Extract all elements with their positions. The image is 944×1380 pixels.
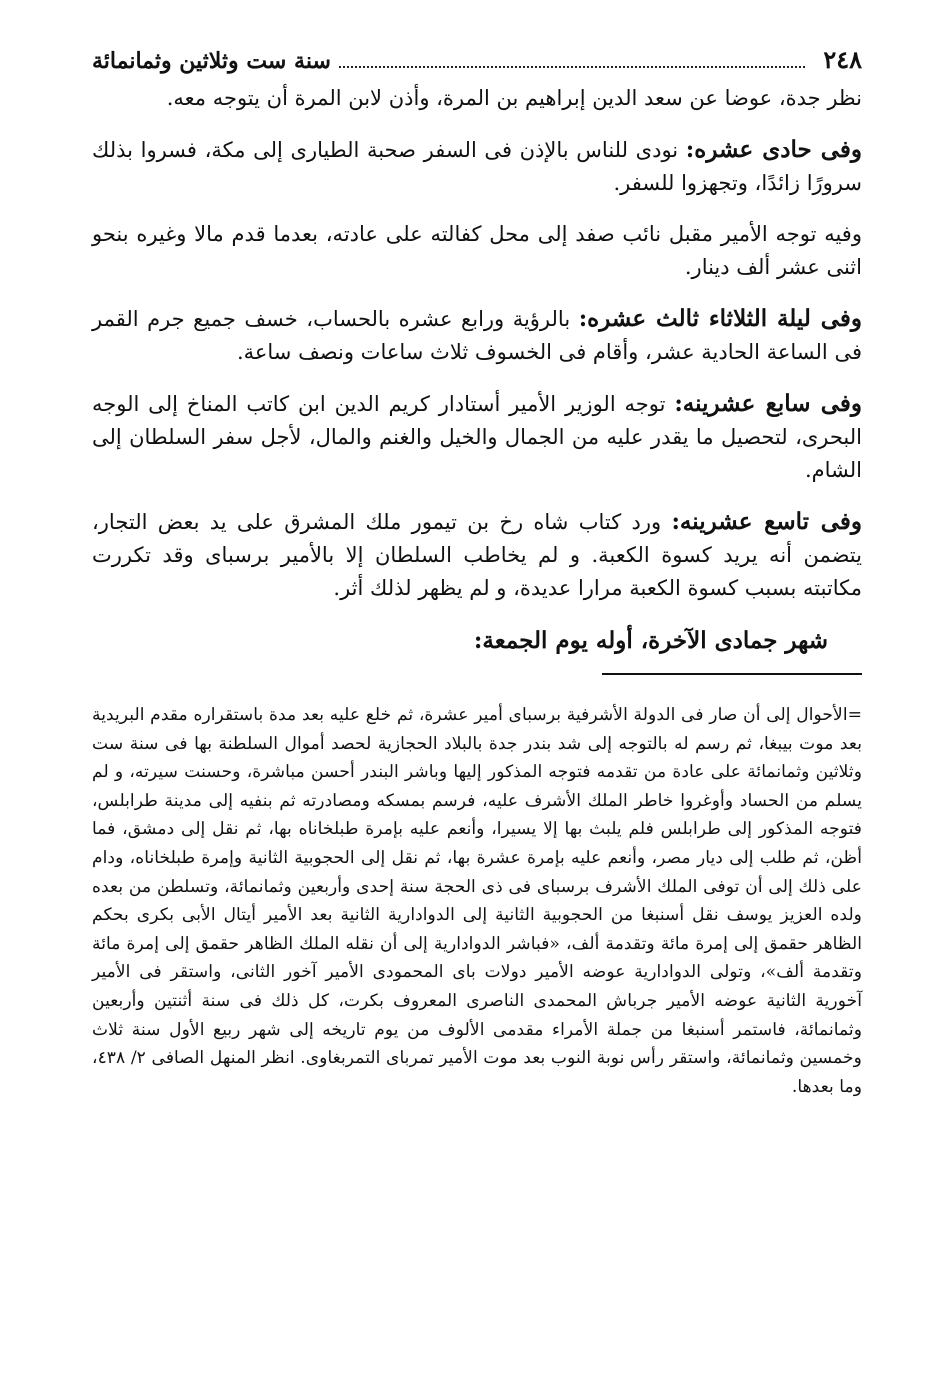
paragraph-lead: وفى حادى عشره: bbox=[685, 136, 862, 163]
running-header bbox=[92, 40, 862, 82]
paragraph bbox=[92, 302, 862, 369]
paragraph-text: بالرؤية ورابع عشره بالحساب، خسف جميع جرم القمر فى الساعة الحادية عشر، وأقام فى الخسوف ثلاث ساعات ونصف ساعة. bbox=[92, 307, 862, 364]
footnote: =الأحوال إلى أن صار فى الدولة الأشرفية برسباى أمير عشرة، ثم خلع عليه بعد مدة باستقراره مقدم البريدية بعد موت بيبغا، ثم رسم له بالتوجه إلى شد بندر جدة بالبلاد الحجازية لحصد أموال السلطنة بها فى سنة ست وثلاثين وثمانمائة على عادة من تقدمه فتوجه المذكور إليها وباشر البندر أحسن مباشرة، وحسنت سيرته، و لم يسلم من الحساد وأوغروا خاطر الملك الأشرف عليه، فرسم بمسكه ومصادرته ثم بنفيه إلى مدينة طرابلس، فتوجه المذكور إلى طرابلس فلم يلبث بها إلا يسيرا، وأنعم عليه بإمرة طبلخاناه بها، ثم نقل إلى دمشق، فما أظن، ثم طلب إلى ديار مصر، وأنعم عليه بإمرة عشرة بها، ثم نقل إلى الحجوبية الثانية وإمرة طبلخاناه، ودام على ذلك إلى أن توفى الملك الأشرف برسباى فى ذى الحجة سنة إحدى وأربعين وثمانمائة، وتسلطن من بعده ولده العزيز يوسف نقل أسنبغا من الحجوبية الثانية إلى الدوادارية الثانية بعد الأمير أيتال الأبى بكرى بحكم الظاهر حقمق إلى إمرة مائة وتقدمة ألف، «فباشر الدوادارية إلى أن نقله الملك الظاهر حقمق إلى إمرة مائة وتقدمة ألف»، وتولى الدوادارية عوضه الأمير دولات باى المحمودى الأمير آخور الثانى، واستقر فى الأمير آخورية الثانية عوضه الأمير جرباش المحمدى الناصرى المعروف بكرت، كل ذلك فى سنة أثنتين وأربعين وثمانمائة، فاستمر أسنبغا من جملة الأمراء مقدمى الألوف من يوم تاريخه إلى شهر ربيع الأول سنة ثلاث وخمسين وثمانمائة، واستقر رأس نوبة النوب بعد موت الأمير تمرباى التمربغاوى. انظر المنهل الصافى ٢/ ٤٣٨، وما بعدها. bbox=[92, 705, 862, 1097]
paragraph-text: ورد كتاب شاه رخ بن تيمور ملك المشرق على يد بعض التجار، يتضمن أنه يريد كسوة الكعبة. و لم يخاطب السلطان إلا بالأمير برسباى وقد تكررت مكاتبته بسبب كسوة الكعبة مرارا عديدة، و لم يظهر لذلك أثر. bbox=[92, 510, 862, 600]
book-page bbox=[92, 40, 862, 1101]
body-text bbox=[92, 82, 862, 605]
paragraph bbox=[92, 133, 862, 200]
paragraph bbox=[92, 82, 862, 115]
month-heading: شهر جمادى الآخرة، أوله يوم الجمعة: bbox=[473, 627, 828, 654]
footnote-divider bbox=[602, 673, 862, 675]
paragraph-lead: وفى ليلة الثلاثاء ثالث عشره: bbox=[578, 305, 862, 332]
paragraph-text: وفيه توجه الأمير مقبل نائب صفد إلى محل كفالته على عادته، بعدما قدم مالا وغيره بنحو اثنى عشر ألف دينار. bbox=[92, 222, 862, 279]
paragraph-text: نظر جدة، عوضا عن سعد الدين إبراهيم بن المرة، وأذن لابن المرة أن يتوجه معه. bbox=[166, 86, 862, 110]
header-title: سنة ست وثلاثين وثمانمائة bbox=[92, 48, 331, 74]
dot-leader bbox=[339, 65, 805, 68]
paragraph-lead: وفى سابع عشرينه: bbox=[674, 390, 862, 417]
paragraph bbox=[92, 505, 862, 605]
paragraph bbox=[92, 387, 862, 487]
paragraph-text: توجه الوزير الأمير أستادار كريم الدين ابن كاتب المناخ إلى الوجه البحرى، لتحصيل ما يقدر عليه من الجمال والخيل والغنم والمال، لأجل سفر السلطان إلى الشام. bbox=[92, 392, 862, 482]
paragraph-lead: وفى تاسع عشرينه: bbox=[671, 508, 862, 535]
paragraph-text: نودى للناس بالإذن فى السفر صحبة الطيارى إلى مكة، فسروا بذلك سرورًا زائدًا، وتجهزوا للسفر. bbox=[92, 138, 862, 195]
page-number: ٢٤٨ bbox=[823, 45, 862, 74]
paragraph bbox=[92, 218, 862, 284]
